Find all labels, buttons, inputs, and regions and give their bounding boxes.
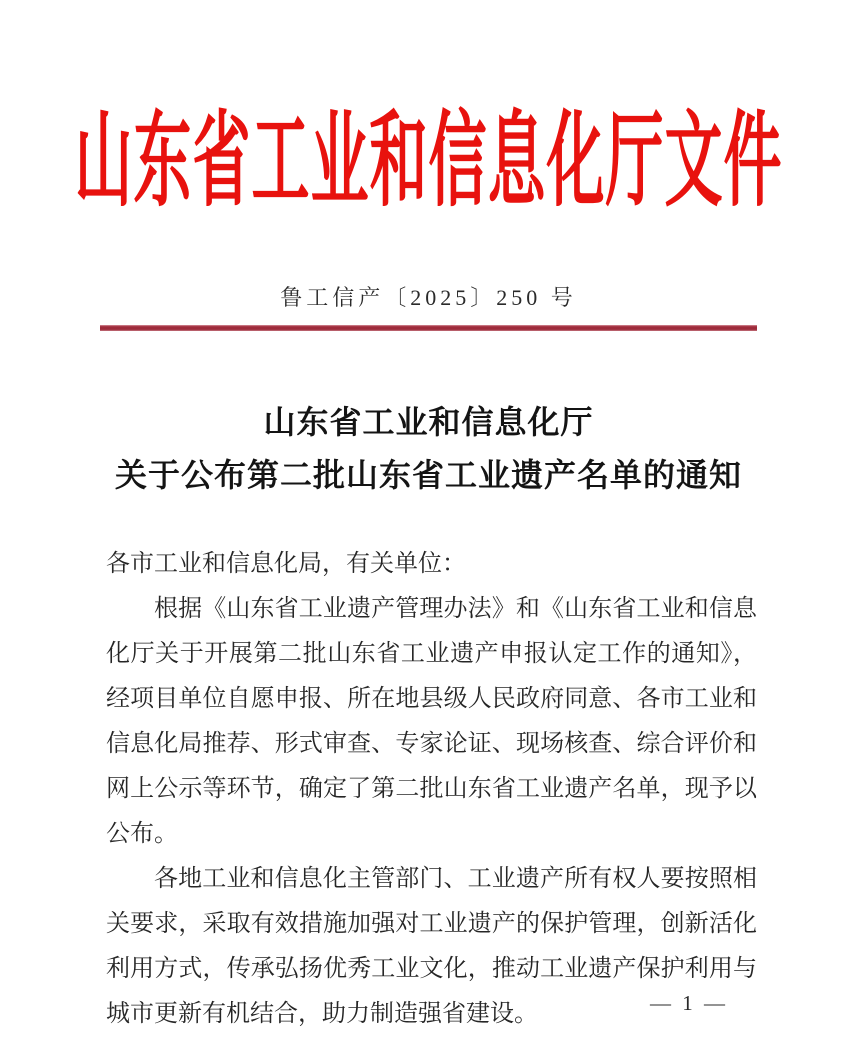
body-paragraph-2: 各地工业和信息化主管部门、工业遗产所有权人要按照相关要求，采取有效措施加强对工业遗产的保护管理，创新活化利用方式，传承弘扬优秀工业文化，推动工业遗产保护利用与城市更新有机结合，助力制造强省建设。 xyxy=(106,866,757,1027)
page-number: — 1 — xyxy=(650,991,728,1015)
body-paragraph-1: 根据《山东省工业遗产管理办法》和《山东省工业和信息化厅关于开展第二批山东省工业遗产申报认定工作的通知》，经项目单位自愿申报、所在地县级人民政府同意、各市工业和信息化局推荐、形式审查、专家论证、现场核查、综合评价和网上公示等环节，确定了第二批山东省工业遗产名单，现予以公布。 xyxy=(106,596,757,847)
letterhead-title: 山东省工业和信息化厅文件 xyxy=(74,103,783,219)
notice-title-line-2: 关于公布第二批山东省工业遗产名单的通知 xyxy=(114,457,742,493)
red-divider-line xyxy=(100,325,757,331)
document-number: 鲁工信产〔2025〕250 号 xyxy=(280,285,577,310)
salutation-line: 各市工业和信息化局，有关单位： xyxy=(106,551,466,577)
notice-title xyxy=(0,396,857,502)
notice-body xyxy=(106,542,757,1037)
letterhead-banner xyxy=(0,92,857,232)
notice-title-line-1: 山东省工业和信息化厅 xyxy=(263,404,594,440)
